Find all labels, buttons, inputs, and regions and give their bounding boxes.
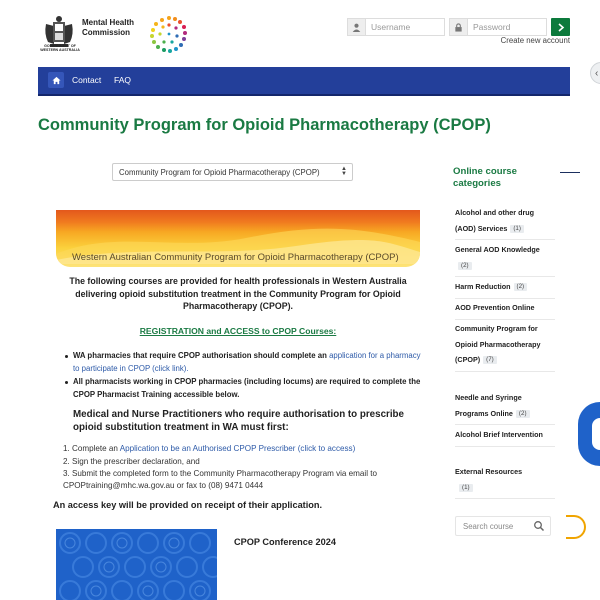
decorative-orange-ring	[566, 515, 586, 539]
prescriber-application-link[interactable]: Application to be an Authorised CPOP Prescriber (click to access)	[119, 444, 356, 453]
category-label: Alcohol Brief Intervention	[455, 430, 543, 439]
category-label: AOD Prevention Online	[455, 303, 535, 312]
count-badge: (1)	[459, 484, 473, 492]
sidebar-title: Online course categories	[453, 166, 517, 189]
category-cpop[interactable]	[455, 321, 555, 372]
category-label: Needle and Syringe Programs Online	[455, 393, 522, 418]
home-icon	[52, 76, 61, 85]
pharmacy-application-link[interactable]: application for a pharmacy to participate in CPOP (click link).	[73, 351, 421, 373]
commission-dots-logo	[149, 14, 189, 54]
bullet-dot	[65, 381, 68, 384]
access-key-note: An access key will be provided on receipt of their application.	[53, 500, 323, 510]
bullet1-text: WA pharmacies that require CPOP authorisation should complete an	[73, 351, 330, 360]
step1-text: Complete an	[72, 444, 120, 453]
nav-contact[interactable]: Contact	[72, 75, 102, 85]
nav-faq[interactable]: FAQ	[114, 75, 132, 85]
conference-course-image[interactable]	[56, 529, 217, 600]
course-select[interactable]	[112, 163, 353, 181]
category-needle-syringe[interactable]	[455, 390, 555, 425]
govt-line1: GOVERNMENT OF	[44, 44, 76, 48]
count-badge: (7)	[483, 356, 497, 364]
bullet-dot	[65, 355, 68, 358]
org-name	[82, 18, 134, 38]
page-title: Community Program for Opioid Pharmacotherapy (CPOP)	[38, 116, 491, 134]
category-external-resources[interactable]	[455, 464, 555, 499]
step-3	[63, 468, 423, 492]
category-label: Harm Reduction	[455, 282, 511, 291]
course-select-value: Community Program for Opioid Pharmacotherapy (CPOP)	[119, 167, 320, 177]
category-alcohol-brief[interactable]	[455, 427, 555, 447]
sidebar-divider	[560, 172, 580, 173]
password-placeholder: Password	[473, 22, 511, 32]
category-aod-services[interactable]	[455, 205, 555, 240]
category-general-aod[interactable]	[455, 242, 555, 277]
home-button[interactable]	[48, 72, 64, 88]
step-number: 1.	[63, 444, 70, 453]
chevron-left-icon: ‹	[595, 67, 599, 79]
username-input[interactable]	[347, 18, 445, 36]
govt-line2: WESTERN AUSTRALIA	[40, 48, 80, 52]
step-1	[63, 443, 423, 455]
conference-course-title[interactable]: CPOP Conference 2024	[234, 537, 336, 547]
bullet-pharmacists: All pharmacists working in CPOP pharmacies (including locums) are required to complete the CPOP Pharmacist Training accessible below.	[73, 377, 421, 399]
username-placeholder: Username	[371, 22, 411, 32]
count-badge: (1)	[510, 225, 524, 233]
category-harm-reduction[interactable]	[455, 279, 555, 299]
category-label: General AOD Knowledge	[455, 245, 540, 254]
banner-text: Western Australian Community Program for Opioid Pharmacotherapy (CPOP)	[72, 252, 399, 263]
count-badge: (2)	[514, 283, 528, 291]
search-course-input[interactable]	[455, 516, 551, 536]
intro-text: The following courses are provided for health professionals in Western Australia delivering opioid substitution treatment in the Community Program for Opioid Pharmacotherapy (CPOP).	[69, 276, 407, 311]
prescriber-heading: Medical and Nurse Practitioners who require authorisation to prescribe opioid substitution treatment in WA must first:	[73, 409, 404, 433]
chevron-right-icon	[557, 23, 565, 32]
decorative-blue-shape-inner	[592, 418, 600, 450]
search-placeholder: Search course	[463, 521, 514, 531]
step3-text: Submit the completed form to the Community Pharmacotherapy Program via email to CPOPtraining@mhc.wa.gov.au or fax to (08) 9471 0444	[63, 469, 378, 490]
org-name-line1: Mental Health	[82, 18, 135, 27]
circle-pattern	[56, 529, 217, 600]
step2-text: Sign the prescriber declaration, and	[72, 457, 200, 466]
create-account-link[interactable]: Create new account	[500, 36, 570, 45]
category-aod-prevention[interactable]	[455, 300, 555, 320]
count-badge: (2)	[458, 262, 472, 270]
step-number: 2.	[63, 457, 70, 466]
step-number: 3.	[63, 469, 70, 478]
drawer-toggle-button[interactable]	[590, 62, 600, 84]
search-icon[interactable]	[533, 520, 545, 534]
category-label: Community Program for Opioid Pharmacotherapy (CPOP)	[455, 324, 541, 364]
user-icon	[348, 19, 366, 35]
org-name-line2: Commission	[82, 28, 131, 37]
registration-link[interactable]: REGISTRATION and ACCESS to CPOP Courses:	[139, 326, 337, 336]
category-label: External Resources	[455, 467, 523, 476]
count-badge: (2)	[516, 410, 530, 418]
step-2	[63, 456, 423, 468]
bullet-pharmacies	[73, 350, 423, 375]
govt-name	[38, 44, 82, 52]
login-button[interactable]	[551, 18, 570, 36]
category-label: Alcohol and other drug (AOD) Services	[455, 208, 535, 233]
password-input[interactable]	[449, 18, 547, 36]
select-caret-icon: ▲ ▼	[341, 166, 347, 177]
lock-icon	[450, 19, 468, 35]
